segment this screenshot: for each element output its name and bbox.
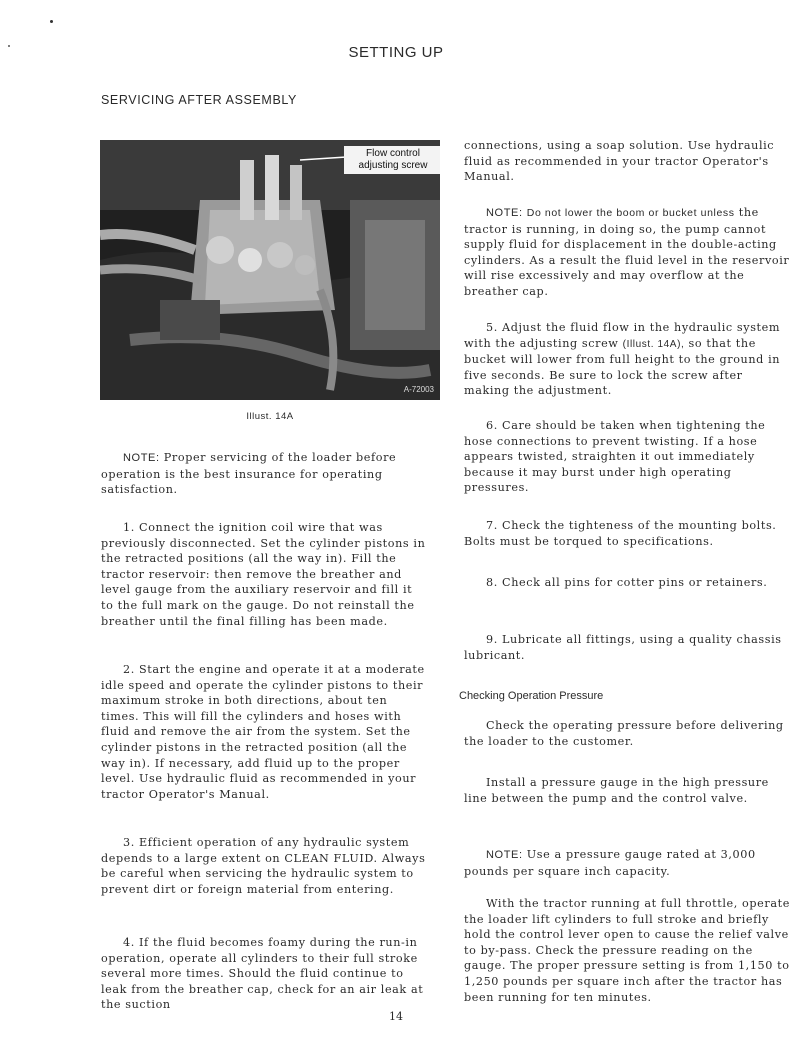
note-2-text: the tractor is running, in doing so, the pump cannot supply fluid for displacement in the double-acting cylinders. As a result the fluid level in the reservoir will rise excessively and may overflow at the breather cap.: [464, 206, 790, 298]
step-4-continued: connections, using a soap solution. Use hydraulic fluid as recommended in your tractor Operator's Manual.: [464, 139, 775, 184]
step-1-paragraph: 1. Connect the ignition coil wire that was previously disconnected. Set the cylinder pistons in the retracted positions (all the way in). Fill the tractor reservoir: then remove the breather and level gauge from the auxiliary reservoir and fill it to the full mark on the gauge. Do not reinstall the breather until the final filling has been made.: [101, 521, 426, 628]
note-3-lead: NOTE:: [486, 849, 523, 861]
note-3-paragraph: [464, 847, 790, 879]
step-7-paragraph: 7. Check the tighteness of the mounting bolts. Bolts must be torqued to specifications.: [464, 519, 777, 548]
gauge-install-paragraph: Install a pressure gauge in the high pressure line between the pump and the control valve.: [464, 776, 769, 805]
step-8-paragraph: 8. Check all pins for cotter pins or retainers.: [486, 576, 768, 589]
step-5-ref: (Illust. 14A),: [622, 338, 685, 350]
note-2-lead: NOTE:: [486, 207, 523, 219]
note-lead: NOTE:: [123, 452, 160, 464]
pressure-check-paragraph: Check the operating pressure before delivering the loader to the customer.: [464, 719, 784, 748]
step-5-text-b: so that the bucket will lower from full height to the ground in five seconds. Be sure to lock the screw after making the adjustment.: [464, 336, 781, 398]
photo-code: A-72003: [403, 385, 434, 394]
section-title: SERVICING AFTER ASSEMBLY: [101, 93, 297, 107]
step-4-paragraph: 4. If the fluid becomes foamy during the run-in operation, operate all cylinders to their full stroke several more times. Should the fluid continue to leak from the breather cap, check for an air leak at the suction: [101, 936, 424, 1012]
page-number: 14: [389, 1010, 403, 1023]
note-text: Proper servicing of the loader before operation is the best insurance for operating satisfaction.: [101, 451, 397, 497]
step-5-text-a: 5. Adjust the fluid flow in the hydraulic system with the adjusting screw: [464, 321, 781, 350]
note-2-paragraph: [464, 205, 790, 300]
pressure-setting-paragraph: With the tractor running at full throttle, operate the loader lift cylinders to full stroke and briefly hold the control lever open to cause the relief valve to by-pass. Check the pressure reading on the gauge. The proper pressure setting is from 1,150 to 1,250 pounds per square inch after the tractor has been running for ten minutes.: [464, 897, 790, 1004]
note-3-text: Use a pressure gauge rated at 3,000 pounds per square inch capacity.: [464, 848, 756, 878]
step-5-paragraph: [464, 320, 790, 399]
note-2-bold: Do not lower the boom or bucket unless: [526, 207, 735, 219]
scan-speck: [50, 20, 53, 23]
step-6-paragraph: 6. Care should be taken when tightening the hose connections to prevent twisting. If a hose appears twisted, straighten it out immediately because it may burst under high operating pressures.: [464, 419, 766, 495]
subsection-heading: Checking Operation Pressure: [459, 690, 604, 702]
figure-caption: Illust. 14A: [246, 411, 294, 422]
step-3-paragraph: 3. Efficient operation of any hydraulic system depends to a large extent on CLEAN FLUID. Always be careful when servicing the hydraulic system to prevent dirt or foreign material from entering.: [101, 836, 426, 896]
note-paragraph: [101, 450, 426, 498]
valve-photo-drawing: [100, 140, 440, 400]
step-9-paragraph: 9. Lubricate all fittings, using a quality chassis lubricant.: [464, 633, 782, 662]
page-title: SETTING UP: [348, 44, 444, 61]
hydraulic-valve-photo: [100, 140, 440, 400]
step-2-paragraph: 2. Start the engine and operate it at a moderate idle speed and operate the cylinder pistons to their maximum stroke in both directions, about ten times. This will fill the cylinders and hoses with fluid and remove the air from the system. Set the cylinder pistons in the retracted position (all the way in). If necessary, add fluid up to the proper level. Use hydraulic fluid as recommended in your tractor Operator's Manual.: [101, 663, 425, 801]
flow-control-callout: Flow control adjusting screw: [344, 146, 440, 174]
